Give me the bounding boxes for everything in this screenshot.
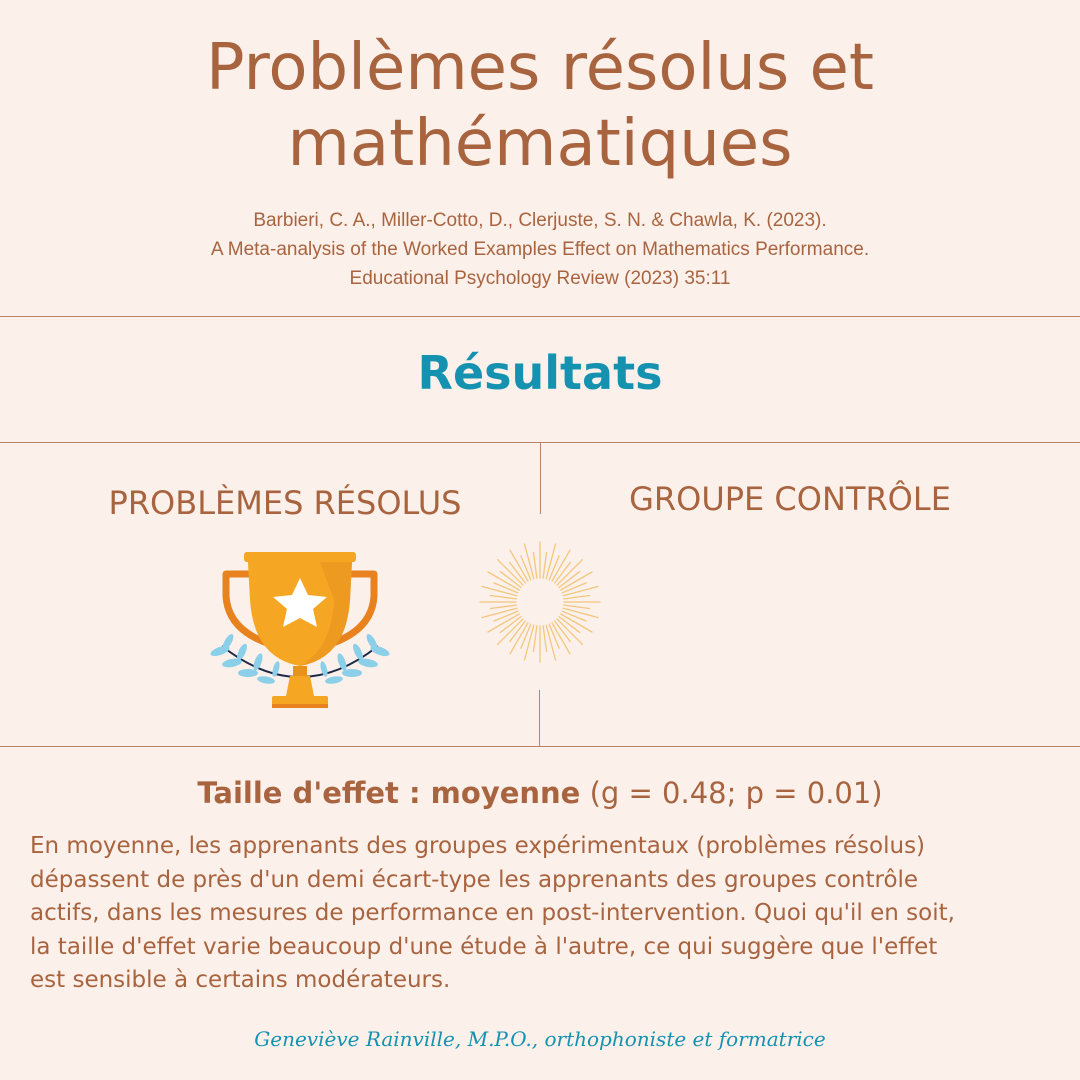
citation-line-1: Barbieri, C. A., Miller-Cotto, D., Clerjuste, S. N. & Chawla, K. (2023). — [253, 210, 827, 231]
paragraph-line-1: En moyenne, les apprenants des groupes expérimentaux (problèmes résolus) — [30, 833, 926, 859]
sunburst-ray — [482, 586, 517, 595]
effect-size-stats: (g = 0.48; p = 0.01) — [589, 776, 883, 810]
page-title — [0, 30, 1080, 182]
citation-line-2: A Meta-analysis of the Worked Examples Effect on Mathematics Performance. — [210, 239, 870, 260]
paragraph-line-4: la taille d'effet varie beaucoup d'une étude à l'autre, ce qui suggère que l'effet — [30, 933, 938, 960]
sunburst-ray — [543, 626, 546, 652]
sunburst-ray — [564, 605, 590, 608]
column-divider-bottom — [539, 690, 540, 746]
sunburst-ray — [563, 608, 598, 617]
control-group-label: GROUPE CONTRÔLE — [629, 480, 951, 518]
paragraph-line-3: actifs, dans les mesures de performance en post-intervention. Quoi qu'il en soit, — [30, 900, 955, 926]
citation — [0, 206, 1080, 293]
divider-top — [0, 316, 1080, 317]
citation-line-3: Educational Psychology Review (2023) 35:11 — [349, 268, 731, 289]
trophy-icon — [200, 548, 400, 714]
sunburst-ray — [524, 544, 533, 579]
title-line-2: mathématiques — [287, 107, 793, 181]
divider-bottom — [0, 746, 1080, 747]
sunburst-ray — [563, 586, 598, 595]
sunburst-ray — [543, 552, 546, 578]
results-heading: Résultats — [417, 346, 663, 400]
effect-size — [0, 776, 1080, 810]
effect-size-label: Taille d'effet : moyenne — [197, 776, 581, 810]
sunburst-ray — [533, 626, 536, 652]
sunburst-ray — [490, 595, 516, 598]
paragraph-line-2: dépassent de près d'un demi écart-type les apprenants des groupes contrôle — [30, 866, 919, 893]
sunburst-decoration — [478, 540, 602, 664]
sunburst-ray — [482, 608, 517, 617]
column-divider-top — [540, 442, 541, 514]
worked-examples-label: PROBLÈMES RÉSOLUS — [108, 484, 462, 522]
results-paragraph — [30, 830, 1060, 998]
sunburst-ray — [546, 625, 555, 660]
sunburst-ray — [564, 595, 590, 598]
sunburst-ray — [524, 625, 533, 660]
sunburst-ray — [546, 544, 555, 579]
paragraph-line-5: est sensible à certains modérateurs. — [30, 967, 451, 993]
title-line-1: Problèmes résolus et — [206, 31, 874, 105]
author-signature: Geneviève Rainville, M.P.O., orthophoniste et formatrice — [254, 1027, 826, 1051]
sunburst-ray — [533, 552, 536, 578]
sunburst-ray — [490, 605, 516, 608]
